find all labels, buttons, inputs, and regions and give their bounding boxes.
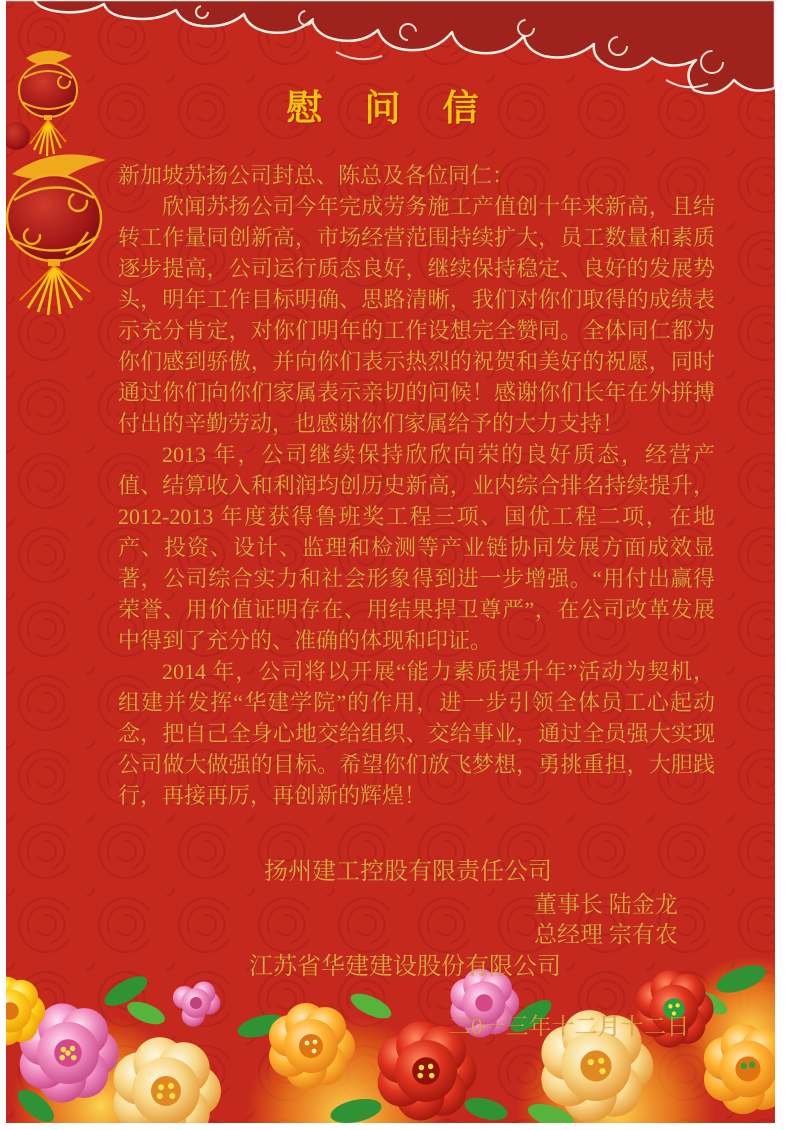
salutation: 新加坡苏扬公司封总、陈总及各位同仁：: [118, 163, 515, 188]
paragraph-2: 2013 年，公司继续保持欣欣向荣的良好质态，经营产值、结算收入和利润均创历史新高，业内综合排名持续提升，2012-2013 年度获得鲁班奖工程三项、国优工程二项，在地产、投资、设计、监理和检测等产业链协同发展方面成效显著，公司综合实力和社会形象得到进一步增强。“用付出赢得荣誉、用价值证明存在、用结果捍卫尊严”，在公司改革发展中得到了充分的、准确的体现和印证。: [118, 442, 715, 653]
signature-company-secondary: 江苏省华建建设股份有限公司: [249, 954, 561, 980]
red-lantern-icon: [6, 16, 126, 316]
paragraph-1: 欣闻苏扬公司今年完成劳务施工产值创十年来新高，且结转工作量同创新高，市场经营范围持续扩大，员工数量和素质逐步提高，公司运行质态良好，继续保持稳定、良好的发展势头，明年工作目标明确、思路清晰，我们对你们取得的成绩表示充分肯定，对你们明年的工作设想完全赞同。全体同仁都为你们感到骄傲，并向你们表示热烈的祝贺和美好的祝愿，同时通过你们向你们家属表示亲切的问候！感谢你们长年在外拼搏付出的辛勤劳动，也感谢你们家属给予的大力支持！: [118, 194, 715, 436]
signature-general-manager: 总经理 宗有农: [534, 922, 678, 947]
letter-page: [6, 0, 775, 1123]
paragraph-3: 2014 年，公司将以开展“能力素质提升年”活动为契机，组建并发挥“华建学院”的作用，进一步引领全体员工心起动念，把自己全身心地交给组织、交给事业，通过全员强大实现公司做大做强的目标。希望你们放飞梦想，勇挑重担，大胆践行，再接再厉，再创新的辉煌！: [118, 659, 715, 808]
letter-body: [118, 160, 715, 811]
signature-chairman: 董事长 陆金龙: [534, 892, 678, 917]
signature-company-primary: 扬州建工控股有限责任公司: [264, 859, 552, 885]
peony-red-bud: [173, 982, 220, 1027]
lantern-tassel: [28, 266, 82, 315]
letter-title: 慰 问 信: [286, 87, 495, 128]
letter-date: 二0一三年十二月十二日: [448, 1014, 690, 1039]
big-lantern: [7, 154, 106, 315]
